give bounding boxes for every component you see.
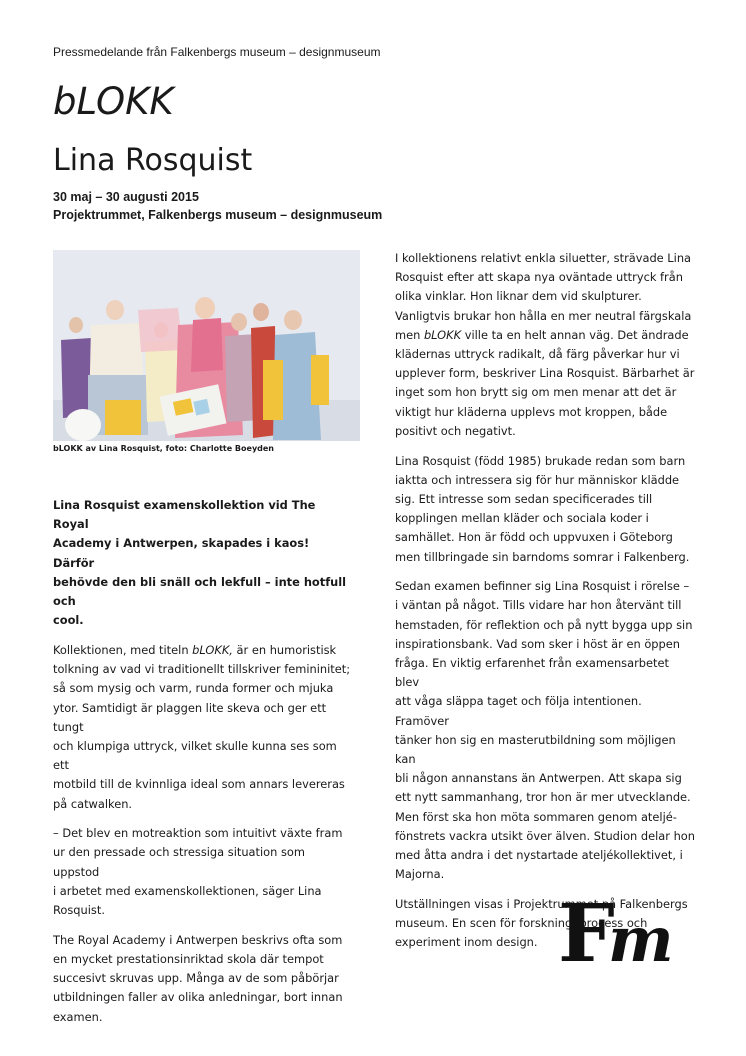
text-line: i väntan på något. Tills vidare har hon återvänt till xyxy=(395,598,682,613)
artist-name: Lina Rosquist xyxy=(53,143,253,178)
text-line: Men först ska hon möta sommaren genom ateljé- xyxy=(395,809,677,824)
text-line: motbild till de kvinnliga ideal som annars levereras xyxy=(53,777,345,792)
text-line: fråga. En viktig erfarenhet från examensarbetet blev xyxy=(395,656,669,690)
text-line: Vanligtvis brukar hon hålla en mer neutral färgskala xyxy=(395,308,692,323)
text-line: cool. xyxy=(53,613,84,628)
text-line: ytor. Samtidigt är plaggen lite skeva och ger ett tungt xyxy=(53,700,327,734)
title-reference: bLOKK, xyxy=(192,642,233,657)
venue-line: Projektrummet, Falkenbergs museum – designmuseum xyxy=(53,208,383,222)
left-column xyxy=(53,496,353,1037)
text-line: så som mysig och varm, runda former och mjuka xyxy=(53,681,334,696)
exhibition-title: bLOKK xyxy=(53,80,174,123)
date-line: 30 maj – 30 augusti 2015 xyxy=(53,190,199,204)
text-line: tolkning av vad vi traditionellt tillskriver femininitet; xyxy=(53,662,351,677)
text-line: Lina Rosquist examenskollektion vid The Royal xyxy=(53,498,316,532)
body-paragraph xyxy=(53,824,353,920)
text-line: med åtta andra i det nystartade ateljékollektivet, i xyxy=(395,848,683,863)
text-line: fönstrets vackra utsikt över älven. Studion delar hon xyxy=(395,828,695,843)
text-line: i arbetet med examenskollektionen, säger Lina xyxy=(53,883,322,898)
text-line: Majorna. xyxy=(395,867,445,882)
text-line: ville ta en helt annan väg. Det ändrade xyxy=(461,327,689,342)
text-line: utbildningen faller av olika anledningar, bort innan xyxy=(53,990,343,1005)
text-line: men tillbringade sin barndoms somrar i Falkenberg. xyxy=(395,549,690,564)
photo-caption: bLOKK av Lina Rosquist, foto: Charlotte Boeyden xyxy=(53,444,275,453)
body-paragraph xyxy=(395,577,695,884)
body-paragraph xyxy=(395,249,695,441)
text-line: museum. En scen för forskning, process och xyxy=(395,916,648,931)
text-line: men xyxy=(395,327,424,342)
text-line: samhället. Hon är född och uppvuxen i Göteborg xyxy=(395,530,673,545)
lead-paragraph xyxy=(53,496,353,630)
text-line: examen. xyxy=(53,1009,103,1024)
text-line: Kollektionen, med titeln xyxy=(53,642,193,657)
title-reference: bLOKK xyxy=(423,327,462,342)
text-line: Utställningen visas i Projektrummet på Falkenbergs xyxy=(395,897,688,911)
right-column xyxy=(395,249,695,963)
text-line: att våga släppa taget och följa intentionen. Framöver xyxy=(395,694,642,728)
text-line: iaktta och intressera sig för hur människor klädde xyxy=(395,472,680,487)
text-line: inget som hon brytt sig om men menar att det är xyxy=(395,385,677,400)
text-line: Sedan examen befinner sig Lina Rosquist i rörelse – xyxy=(395,579,690,594)
press-release-line: Pressmedelande från Falkenbergs museum – designmuseum xyxy=(53,45,381,59)
body-paragraph xyxy=(53,931,353,1027)
text-line: – Det blev en motreaktion som intuitivt växte fram xyxy=(53,826,343,841)
text-line: hemstaden, för reflektion och på nytt bygga upp sin xyxy=(395,617,693,632)
text-line: behövde den bli snäll och lekfull – inte hotfull och xyxy=(53,574,347,609)
collection-photo xyxy=(53,250,360,441)
text-line: Rosquist. xyxy=(53,903,105,918)
text-line: inspirationsbank. Vad som sker i höst är en öppen xyxy=(395,636,680,651)
svg-text:m: m xyxy=(608,903,674,967)
text-line: Lina Rosquist (född 1985) brukade redan som barn xyxy=(395,453,686,468)
text-line: olika vinklar. Hon liknar dem vid skulpturer. xyxy=(395,289,642,304)
text-line: kopplingen mellan kläder och sociala koder i xyxy=(395,511,649,526)
text-line: klädernas uttryck radikalt, då färg påverkar hur vi xyxy=(395,347,680,362)
exhibition-info xyxy=(53,188,382,224)
text-line: sig. Ett intresse som sedan specificerades till xyxy=(395,491,653,506)
text-line: upplever form, beskriver Lina Rosquist. Bärbarhet är xyxy=(395,366,695,381)
text-line: på catwalken. xyxy=(53,796,133,811)
text-line: Rosquist efter att skapa nya oväntade uttryck från xyxy=(395,270,683,285)
text-line: viktigt hur kläderna upplevs mot kroppen, både xyxy=(395,404,668,419)
text-line: en mycket prestationsinriktad skola där tempot xyxy=(53,951,324,966)
svg-text:F: F xyxy=(558,893,615,967)
text-line: Academy i Antwerpen, skapades i kaos! Därför xyxy=(53,536,310,570)
text-line: och klumpiga uttryck, vilket skulle kunna ses som ett xyxy=(53,738,337,773)
text-line: succesivt skruvas upp. Många av de som påbörjar xyxy=(53,971,339,986)
text-line: positivt och negativt. xyxy=(395,423,516,438)
text-line: The Royal Academy i Antwerpen beskrivs ofta som xyxy=(53,932,343,947)
text-line: bli någon annanstans än Antwerpen. Att skapa sig xyxy=(395,771,682,786)
falkenbergs-museum-logo xyxy=(558,893,684,967)
text-line: ur den pressade och stressiga situation som uppstod xyxy=(53,845,305,879)
text-line: I kollektionens relativt enkla siluetter, strävade Lina xyxy=(395,251,692,265)
text-line: experiment inom design. xyxy=(395,935,538,950)
body-paragraph xyxy=(53,641,353,814)
text-line: ett nytt sammanhang, tror hon är mer utvecklande. xyxy=(395,790,691,805)
text-line: tänker hon sig en masterutbildning som möjligen kan xyxy=(395,732,676,767)
text-line: är en humoristisk xyxy=(232,642,337,657)
body-paragraph xyxy=(395,452,695,567)
